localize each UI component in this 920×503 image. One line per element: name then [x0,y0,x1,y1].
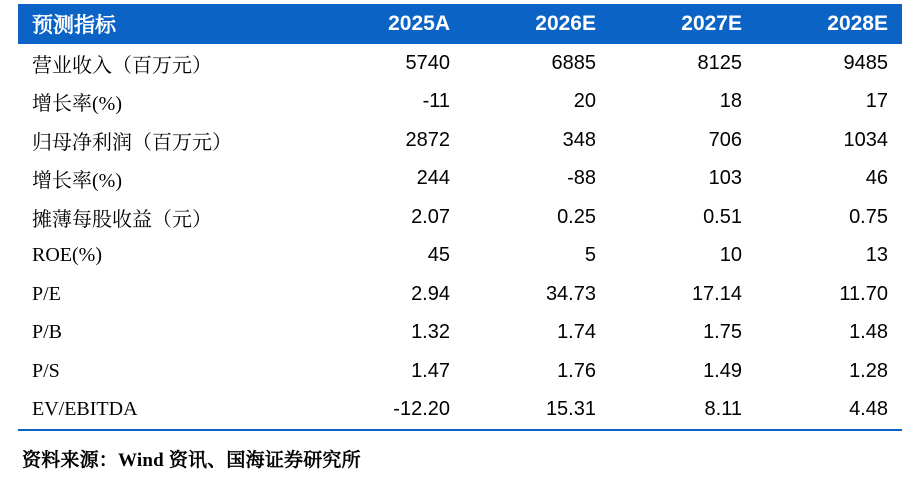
table-row [18,160,902,199]
forecast-table [18,4,902,431]
cell-2028e: 46 [865,167,888,190]
cell-2025a: 5740 [405,51,450,74]
cell-2025a: 2.94 [411,282,450,305]
cell-2028e: 17 [865,90,888,113]
forecast-table-figure [0,4,920,503]
cell-2026e: 348 [562,128,596,151]
column-header-2026e: 2026E [535,12,596,35]
table-header-row [18,4,902,44]
cell-2028e: 1.48 [849,321,888,344]
cell-2025a: 1.32 [411,321,450,344]
row-label: 摊薄每股收益（元） [32,208,212,231]
table-body [18,44,902,430]
cell-2026e: 1.76 [557,359,596,382]
table-row [18,83,902,122]
cell-2028e: 1.28 [849,359,888,382]
cell-2026e: 5 [584,244,596,267]
table-row [18,121,902,160]
table-row [18,391,902,431]
row-label: 归母净利润（百万元） [32,131,232,154]
cell-2027e: 17.14 [691,282,742,305]
column-header-2025a: 2025A [388,12,450,35]
cell-2027e: 103 [708,167,742,190]
table-row [18,352,902,391]
cell-2025a: 2872 [405,128,450,151]
cell-2028e: 1034 [843,128,888,151]
row-label: P/E [32,282,61,305]
cell-2028e: 4.48 [756,391,902,431]
cell-2026e: 0.25 [557,205,596,228]
row-label: ROE(%) [32,244,102,267]
table-header [18,4,902,44]
cell-2028e: 11.70 [839,282,888,305]
cell-2027e: 0.51 [703,205,742,228]
cell-2026e: 6885 [551,51,596,74]
cell-2027e: 18 [719,90,742,113]
cell-2025a: 1.47 [411,359,450,382]
cell-2027e: 8125 [697,51,742,74]
table-row [18,314,902,353]
row-label: 营业收入（百万元） [32,54,212,77]
row-label: 增长率(%) [32,170,122,193]
column-header-metric: 预测指标 [32,13,116,37]
cell-2026e: 20 [573,90,596,113]
row-label: EV/EBITDA [18,391,318,431]
cell-2027e: 10 [719,244,742,267]
cell-2026e: 1.74 [557,321,596,344]
cell-2028e: 0.75 [849,205,888,228]
row-label: 增长率(%) [32,93,122,116]
cell-2025a: 244 [416,167,450,190]
row-label: P/S [32,359,60,382]
cell-2027e: 1.49 [703,359,742,382]
column-header-2028e: 2028E [827,12,888,35]
cell-2028e: 9485 [843,51,888,74]
cell-2026e: 15.31 [464,391,610,431]
column-header-2027e: 2027E [681,12,742,35]
cell-2025a: -12.20 [318,391,464,431]
table-row [18,198,902,237]
cell-2027e: 8.11 [610,391,756,431]
table-row [18,237,902,276]
cell-2025a: 45 [427,244,450,267]
cell-2026e: -88 [567,167,596,190]
cell-2025a: -11 [422,90,450,113]
cell-2026e: 34.73 [545,282,596,305]
cell-2027e: 1.75 [703,321,742,344]
table-row [18,44,902,83]
cell-2025a: 2.07 [411,205,450,228]
cell-2027e: 706 [708,128,742,151]
row-label: P/B [32,321,63,344]
cell-2028e: 13 [865,244,888,267]
table-row [18,275,902,314]
source-note: 资料来源：Wind 资讯、国海证券研究所 [22,450,361,471]
